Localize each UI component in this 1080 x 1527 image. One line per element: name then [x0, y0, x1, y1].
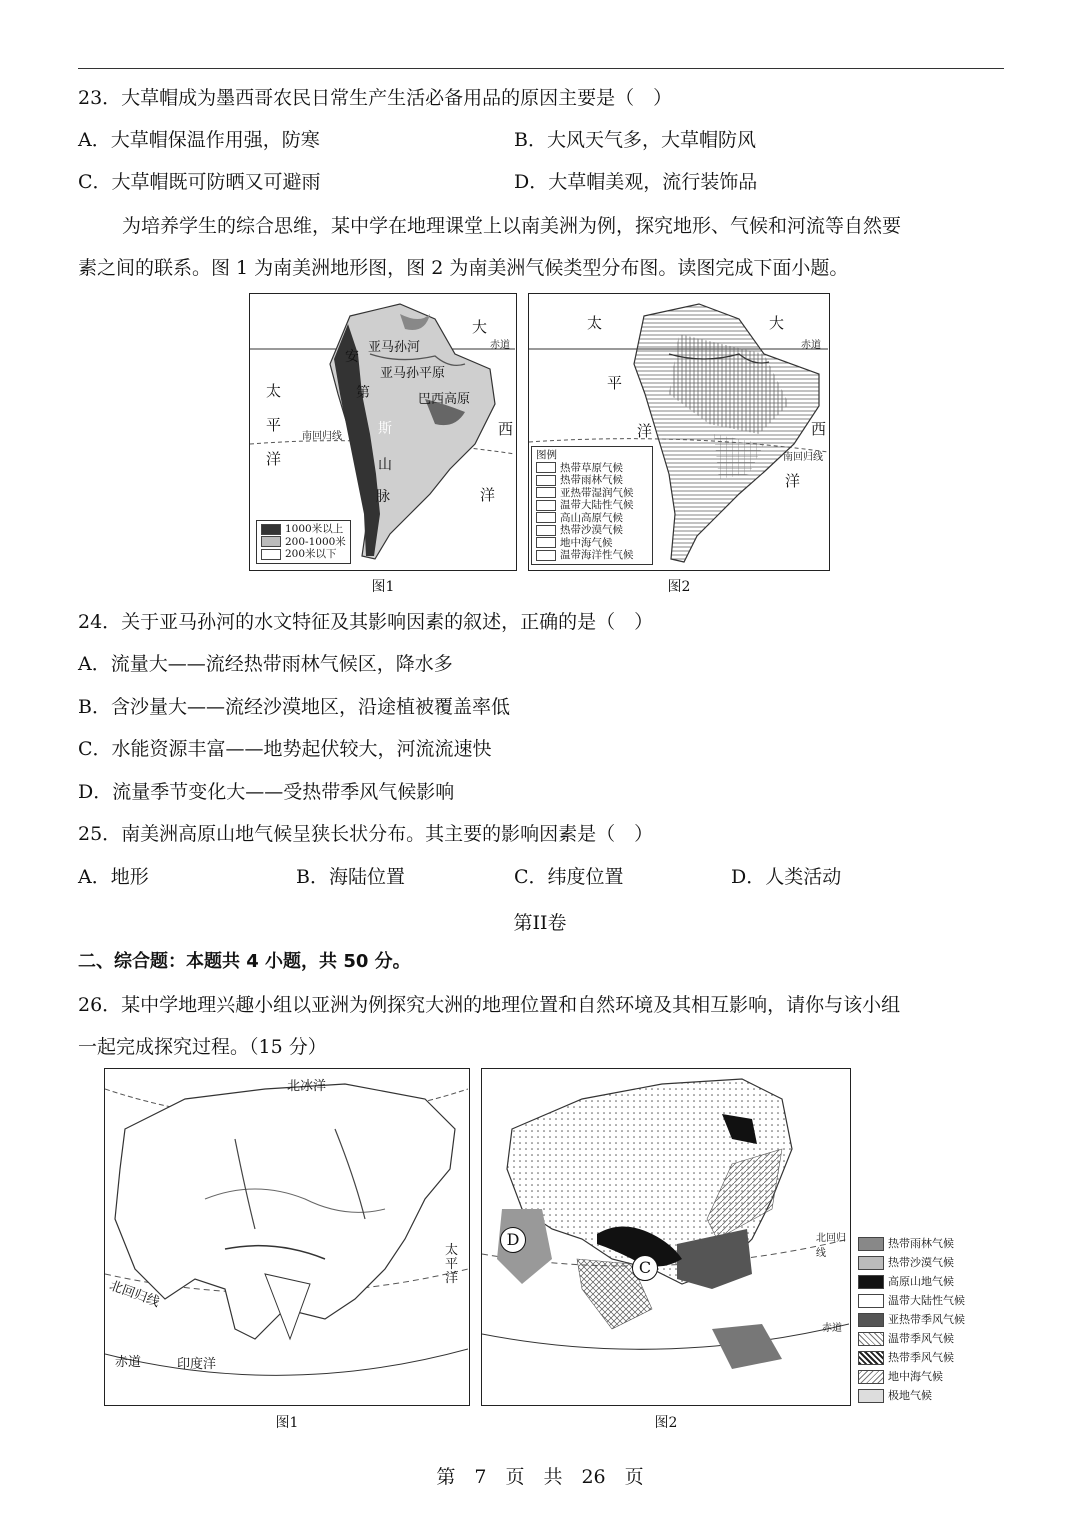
q25-option-d: D．人类活动 [731, 866, 842, 888]
legend-label-high: 1000米以上 [285, 523, 344, 535]
header-rule [78, 68, 1004, 69]
q24-stem: 24．关于亚马孙河的水文特征及其影响因素的叙述，正确的是（ ） [78, 611, 654, 633]
label-andes-3: 斯 [378, 421, 392, 437]
legend-item: 亚热带湿润气候 [560, 486, 634, 499]
label-yang: 洋 [266, 450, 282, 468]
label2-tropic: 南回归线 [783, 452, 823, 463]
south-america-climate-map [528, 293, 830, 571]
legend-asia-item: 高原山地气候 [888, 1275, 954, 1288]
legend-label-low: 200米以下 [285, 548, 337, 560]
q24-option-a: A．流量大——流经热带雨林气候区，降水多 [78, 653, 453, 675]
label-amazon-river: 亚马孙河 [368, 340, 421, 355]
q24-option-c: C．水能资源丰富——地势起伏较大，河流流速快 [78, 738, 492, 760]
label-pacific-2: 平 [445, 1257, 459, 1272]
legend-asia-sw-6 [858, 1332, 884, 1346]
label-arctic: 北冰洋 [287, 1079, 327, 1094]
legend-asia-item: 温带季风气候 [888, 1332, 954, 1345]
legend-swatch-low [261, 549, 281, 560]
legend-sw-6 [536, 525, 556, 536]
label-andes-4: 山 [378, 457, 392, 473]
label-amazon-plain: 亚马孙平原 [380, 366, 446, 381]
legend-item: 温带海洋性气候 [560, 549, 634, 561]
label-brazil-plateau: 巴西高原 [418, 392, 471, 407]
q25-stem: 25．南美洲高原山地气候呈狭长状分布。其主要的影响因素是（ ） [78, 823, 654, 845]
label-andes-2: 第 [356, 385, 370, 401]
sa-fig1-caption: 图1 [371, 579, 395, 595]
q25-option-a: A．地形 [78, 866, 149, 888]
legend-item: 热带雨林气候 [560, 474, 623, 486]
legend-asia-item: 热带季风气候 [888, 1351, 954, 1364]
legend-asia-sw-1 [858, 1237, 884, 1251]
label-ping: 平 [266, 416, 282, 434]
legend-sw-7 [536, 537, 556, 548]
legend-asia-sw-8 [858, 1370, 884, 1384]
asia-fig1-caption: 图1 [275, 1415, 299, 1431]
marker-c: C [632, 1255, 658, 1281]
legend-asia-item: 热带沙漠气候 [888, 1256, 954, 1269]
q23-option-d: D．大草帽美观，流行装饰品 [514, 171, 758, 193]
intro-line-1: 为培养学生的综合思维，某中学在地理课堂上以南美洲为例，探究地形、气候和河流等自然要 [122, 215, 902, 237]
label-pacific-1: 太 [445, 1243, 459, 1258]
legend-asia-sw-9 [858, 1389, 884, 1403]
q24-option-b: B．含沙量大——流经沙漠地区，沿途植被覆盖率低 [78, 696, 510, 718]
label-indian-ocean: 印度洋 [177, 1357, 217, 1372]
q26-line-2: 一起完成探究过程。（15 分） [78, 1036, 327, 1058]
q25-option-c: C．纬度位置 [514, 866, 624, 888]
legend-sw-3 [536, 487, 556, 498]
label2-xi: 西 [811, 420, 827, 438]
legend-item: 热带沙漠气候 [560, 524, 623, 536]
q26-line-1: 26．某中学地理兴趣小组以亚洲为例探究大洲的地理位置和自然环境及其相互影响，请你与该小组 [78, 994, 901, 1016]
legend-sw-2 [536, 475, 556, 486]
legend-asia-item: 亚热带季风气候 [888, 1313, 965, 1326]
label-tai: 太 [266, 382, 282, 400]
sa-fig2-caption: 图2 [667, 579, 691, 595]
legend-swatch-mid [261, 536, 281, 547]
label2-ping: 平 [607, 374, 623, 392]
legend-label-mid: 200-1000米 [285, 535, 346, 548]
legend-item: 高山高原气候 [560, 511, 623, 524]
legend-item: 温带大陆性气候 [560, 499, 634, 511]
marker-d: D [500, 1227, 526, 1253]
asia-climate-map [481, 1068, 851, 1406]
label-tropic-cancer: 北回归线 [107, 1278, 162, 1311]
climate-legend-sa [531, 446, 653, 565]
legend-asia-sw-7 [858, 1351, 884, 1365]
legend-sw-1 [536, 462, 556, 473]
section-title: 二、综合题：本题共 4 小题，共 50 分。 [78, 951, 411, 972]
q24-option-d: D．流量季节变化大——受热带季风气候影响 [78, 781, 455, 803]
asia-fig2-caption: 图2 [654, 1415, 678, 1431]
label-equator-asia: 赤道 [115, 1355, 142, 1370]
q23-option-a: A．大草帽保温作用强，防寒 [78, 129, 320, 151]
legend-asia-item: 地中海气候 [888, 1370, 943, 1383]
label-andes-5: 脉 [376, 489, 390, 505]
q23-stem: 23．大草帽成为墨西哥农民日常生产生活必备用品的原因主要是（ ） [78, 87, 673, 109]
legend-title: 图例 [536, 449, 557, 461]
legend-asia-item: 温带大陆性气候 [888, 1294, 965, 1307]
label2-tropic-cancer: 北回归线 [816, 1233, 846, 1259]
south-america-terrain-map [249, 293, 517, 571]
label-xi: 西 [498, 420, 514, 438]
legend-asia-item: 热带雨林气候 [888, 1237, 954, 1250]
legend-swatch-high [261, 524, 281, 535]
q23-option-b: B．大风天气多，大草帽防风 [514, 129, 756, 151]
legend-sw-5 [536, 512, 556, 523]
volume-title: 第II卷 [513, 912, 567, 934]
label2-equator: 赤道 [801, 340, 821, 351]
label2-yang2: 洋 [785, 472, 801, 490]
label-yang2: 洋 [480, 486, 496, 504]
label-tropic: 南回归线 [302, 431, 342, 442]
legend-item: 地中海气候 [560, 536, 613, 549]
label-andes-1: 安 [345, 349, 359, 365]
label-da: 大 [472, 318, 488, 336]
label2-tai: 太 [587, 314, 603, 332]
q25-option-b: B．海陆位置 [296, 866, 405, 888]
legend-sw-4 [536, 500, 556, 511]
terrain-legend [256, 520, 351, 564]
intro-line-2: 素之间的联系。图 1 为南美洲地形图，图 2 为南美洲气候类型分布图。读图完成下面小题。 [78, 257, 849, 279]
legend-asia-sw-5 [858, 1313, 884, 1327]
legend-sw-8 [536, 550, 556, 561]
label-pacific-3: 洋 [445, 1271, 459, 1286]
q23-option-c: C．大草帽既可防晒又可避雨 [78, 171, 321, 193]
legend-asia-sw-2 [858, 1256, 884, 1270]
legend-asia-sw-4 [858, 1294, 884, 1308]
label2-yang: 洋 [637, 422, 653, 440]
label-equator: 赤道 [490, 340, 510, 351]
page-footer: 第 7 页 共 26 页 [436, 1466, 644, 1488]
legend-asia-sw-3 [858, 1275, 884, 1289]
asia-terrain-map [104, 1068, 470, 1406]
legend-asia-item: 极地气候 [888, 1389, 932, 1402]
climate-legend-asia [858, 1234, 965, 1405]
legend-item: 热带草原气候 [560, 461, 623, 474]
label2-da: 大 [769, 314, 785, 332]
label2-equator-asia: 赤道 [822, 1323, 842, 1334]
